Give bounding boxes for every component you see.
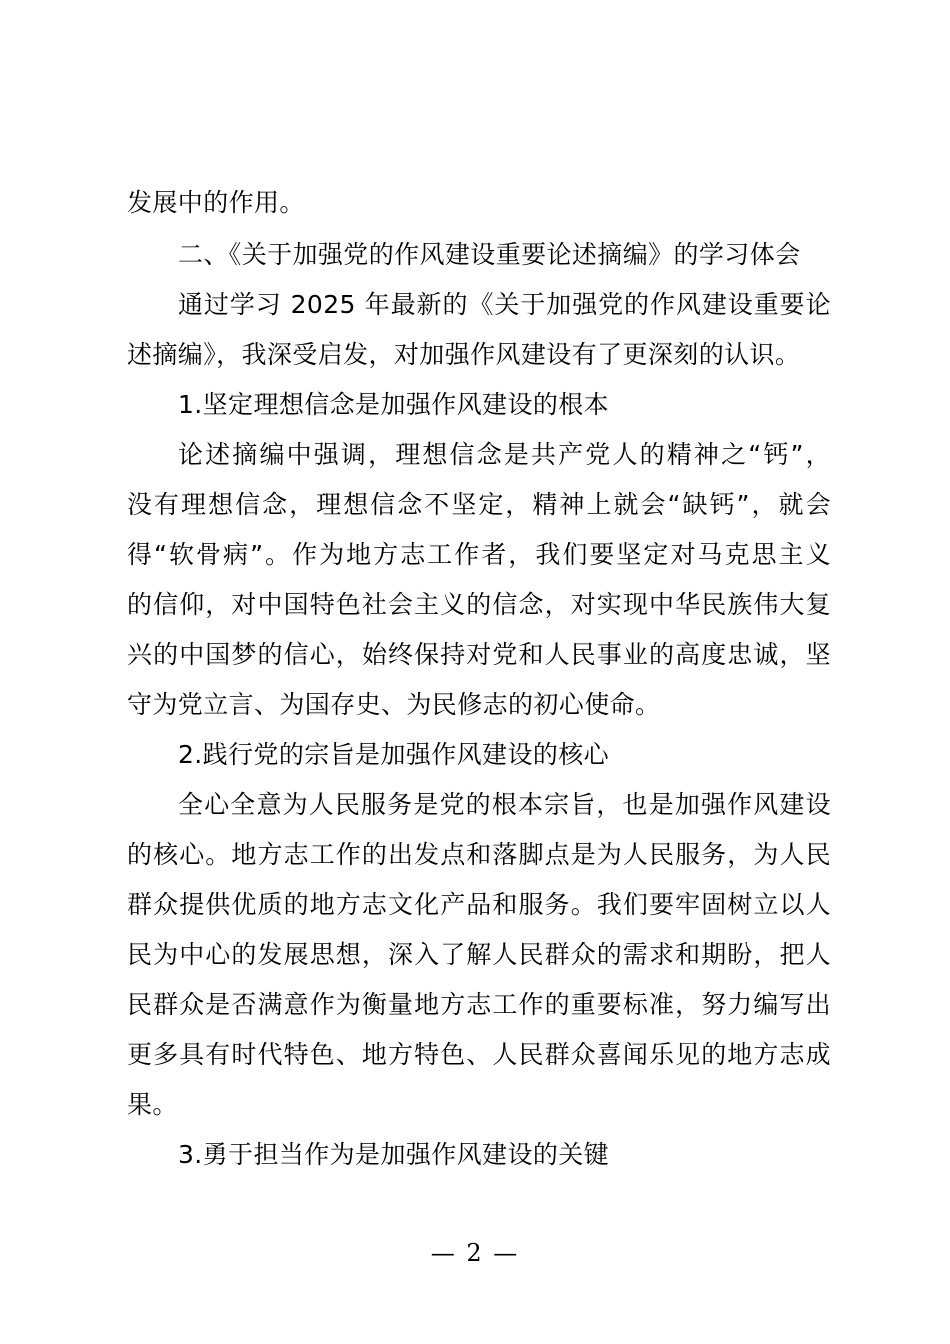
paragraph-line: 述摘编》，我深受启发，对加强作风建设有了更深刻的认识。 xyxy=(127,340,801,369)
paragraph-line: 全心全意为人民服务是党的根本宗旨，也是加强作风建设 xyxy=(178,790,831,819)
subheading: 3.勇于担当作为是加强作风建设的关键 xyxy=(178,1140,610,1169)
paragraph-line: 发展中的作用。 xyxy=(127,188,305,217)
paragraph-line: 没有理想信念，理想信念不坚定，精神上就会“缺钙”，就会 xyxy=(127,490,831,519)
paragraph-line: 的核心。地方志工作的出发点和落脚点是为人民服务，为人民 xyxy=(127,840,831,869)
paragraph-line: 群众提供优质的地方志文化产品和服务。我们要牢固树立以人 xyxy=(127,890,831,919)
paragraph-line: 更多具有时代特色、地方特色、人民群众喜闻乐见的地方志成 xyxy=(127,1040,831,1069)
paragraph-line: 论述摘编中强调，理想信念是共产党人的精神之“钙”， xyxy=(178,440,831,469)
paragraph-line: 民为中心的发展思想，深入了解人民群众的需求和期盼，把人 xyxy=(127,940,831,969)
paragraph-line: 得“软骨病”。作为地方志工作者，我们要坚定对马克思主义 xyxy=(127,540,831,569)
paragraph-line: 通过学习 2025 年最新的《关于加强党的作风建设重要论 xyxy=(178,290,831,319)
paragraph-line: 守为党立言、为国存史、为民修志的初心使命。 xyxy=(127,690,661,719)
paragraph-line: 兴的中国梦的信心，始终保持对党和人民事业的高度忠诚，坚 xyxy=(127,640,831,669)
paragraph-line: 果。 xyxy=(127,1090,178,1119)
page-number: — 2 — xyxy=(430,1239,520,1267)
subheading: 1.坚定理想信念是加强作风建设的根本 xyxy=(178,390,610,419)
subheading: 2.践行党的宗旨是加强作风建设的核心 xyxy=(178,740,610,769)
paragraph-line: 民群众是否满意作为衡量地方志工作的重要标准，努力编写出 xyxy=(127,990,831,1019)
paragraph-line: 的信仰，对中国特色社会主义的信念，对实现中华民族伟大复 xyxy=(127,590,831,619)
section-heading: 二、《关于加强党的作风建设重要论述摘编》的学习体会 xyxy=(178,240,801,269)
